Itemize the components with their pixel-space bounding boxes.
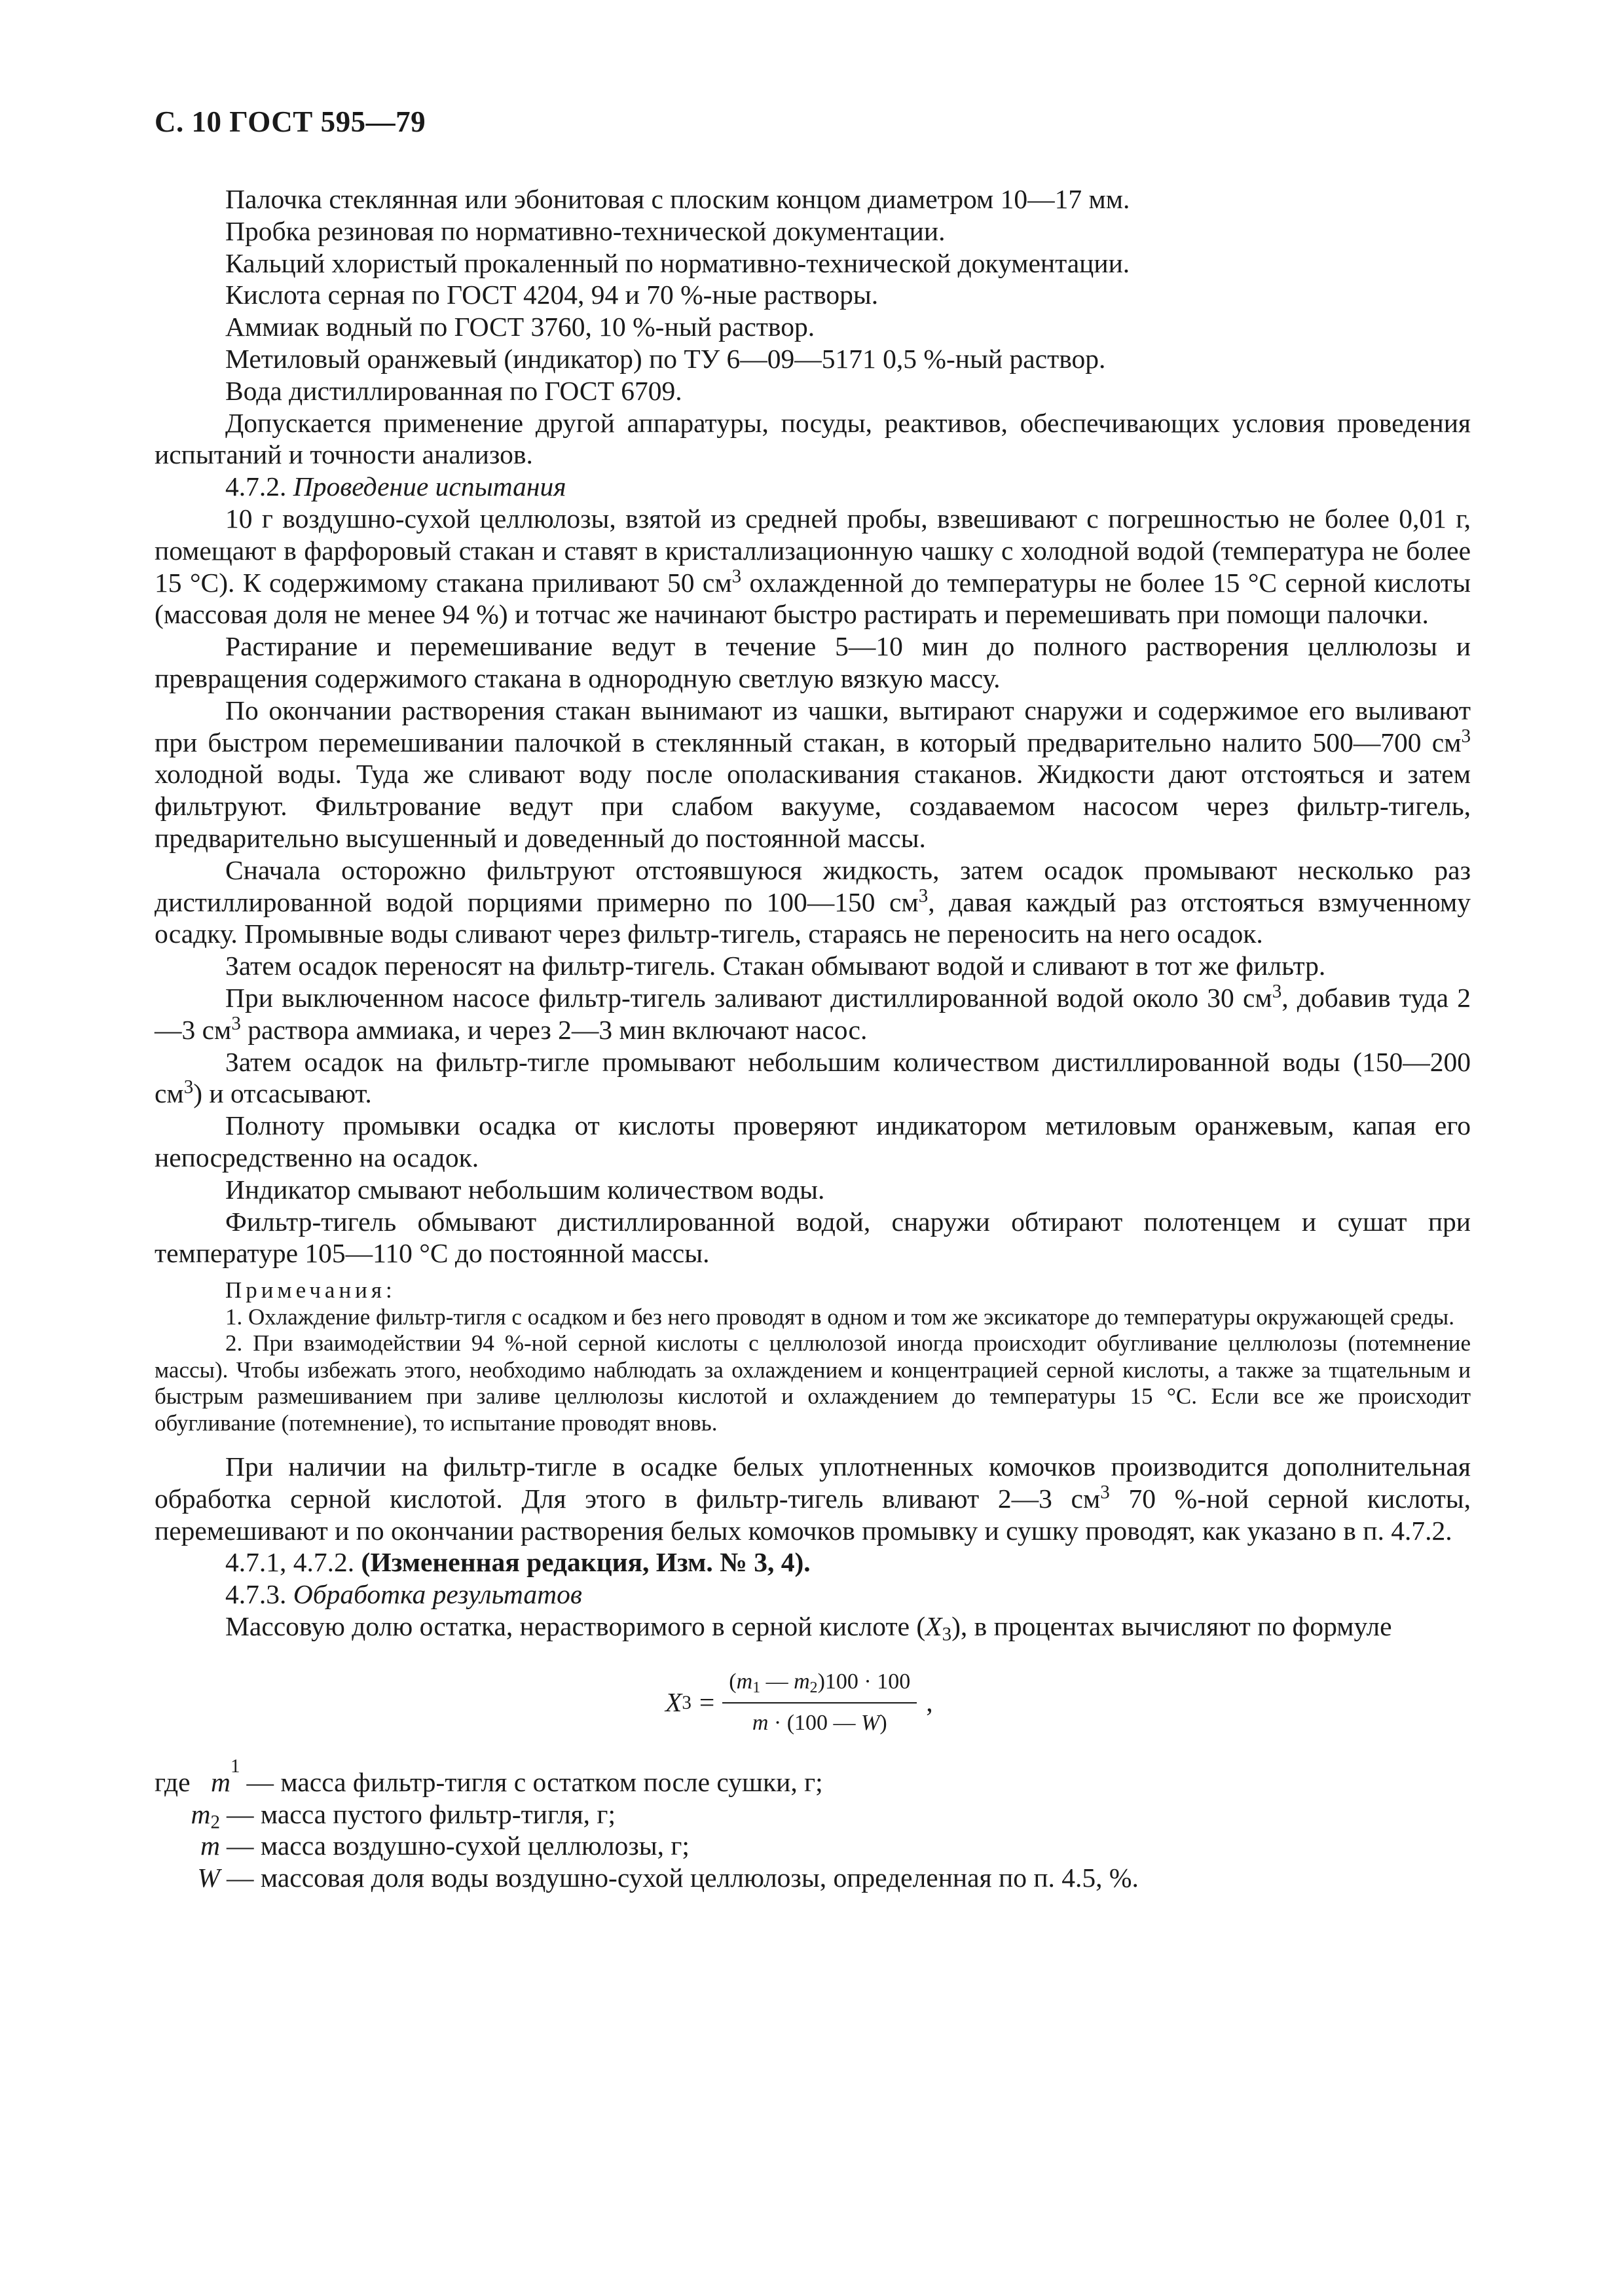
section-heading-4-7-2 xyxy=(155,471,1471,503)
where-label: где xyxy=(155,1766,191,1797)
notes-block xyxy=(155,1277,1471,1436)
paragraph-grinding: Растирание и перемешивание ведут в течение 5—10 мин до полного растворения целлюлозы и превращения содержимого стакана в однородную светлую вязкую массу. xyxy=(155,631,1471,693)
section-number: 4.7.3. xyxy=(225,1579,287,1610)
variable-definitions xyxy=(155,1755,1471,1894)
paragraph-ammonia: При выключенном насосе фильтр-тигель заливают дистиллированной водой около 30 $см^3$, добавив туда 2—3 $см^3$ раствора аммиака, и через 2—3 мин включают насос. xyxy=(155,981,1471,1045)
paragraph-formula-intro: Массовую долю остатка, нерастворимого в серной кислоте $(X_3)$, в процентах вычисляют по формуле xyxy=(225,1611,1392,1645)
paragraph-indicator-wash: Индикатор смывают небольшим количеством воды. xyxy=(225,1174,825,1205)
material-item: Аммиак водный по ГОСТ 3760, 10 %-ный раствор. xyxy=(225,312,815,342)
allowance-paragraph: Допускается применение другой аппаратуры, посуды, реактивов, обеспечивающих условия проведения испытаний и точности анализов. xyxy=(155,407,1471,470)
section-title: Обработка результатов xyxy=(293,1579,582,1610)
definition-row: m — масса воздушно-сухой целлюлозы, г; xyxy=(200,1831,690,1861)
section-title: Проведение испытания xyxy=(293,471,566,502)
material-item: Кальций хлористый прокаленный по нормативно-технической документации. xyxy=(225,247,1130,278)
material-item: Кислота серная по ГОСТ 4204, 94 и 70 %-ные растворы. xyxy=(225,280,879,310)
paragraph-filtering: Сначала осторожно фильтруют отстоявшуюся жидкость, затем осадок промывают несколько раз дистиллированной водой порциями примерно по 100—150 $см^3$, давая каждый раз отстояться взмученному осадку. Промывные воды сливают через фильтр-тигель, стараясь не переносить на него осадок. xyxy=(155,854,1471,949)
note-item: 1. Охлаждение фильтр-тигля с осадком и без него проводят в одном и том же эксикаторе до температуры окружающей среды. xyxy=(225,1303,1454,1330)
formula-fraction xyxy=(722,1666,917,1740)
formula-x3: X 3 = $\frac{(m_1 — m_2)100 \cdot 100}{m \cdot (100 — W)}$ , xyxy=(665,1666,933,1740)
paragraph-additional-treatment: При наличии на фильтр-тигле в осадке белых уплотненных комочков производится дополнительная обработка серной кислотой. Для этого в фильтр-тигель вливают 2—3 $см^3$ 70 %-ной серной кислоты, перемешивают и по окончании растворения белых комочков промывку и сушку проводят, как указано в п. 4.7.2. xyxy=(155,1451,1471,1546)
document-body xyxy=(155,183,1471,1894)
note-item: 2. При взаимодействии 94 %-ной серной кислоты с целлюлозой иногда происходит обугливание целлюлозы (потемнение массы). Чтобы избежать этого, необходимо наблюдать за охлаждением и концентрацией серной кислоты, а также за тщательным и быстрым размешиванием при заливе целлюлозы кислотой и охлаждением до температуры 15 °С. Если все же происходит обугливание (потемнение), то испытание проводят вновь. xyxy=(155,1330,1471,1436)
notes-title: Примечания: xyxy=(225,1277,396,1303)
material-item: Палочка стеклянная или эбонитовая с плоским концом диаметром 10—17 мм. xyxy=(225,184,1130,214)
materials-list xyxy=(155,183,1471,407)
formula-block xyxy=(155,1654,1471,1762)
paragraph-drying: Фильтр-тигель обмывают дистиллированной водой, снаружи обтирают полотенцем и сушат при температуре 105—110 °С до постоянной массы. xyxy=(155,1206,1471,1269)
paragraph-transfer: Затем осадок переносят на фильтр-тигель. Стакан обмывают водой и сливают в тот же фильтр. xyxy=(225,951,1326,981)
material-item: Метиловый оранжевый (индикатор) по ТУ 6—09—5171 0,5 %-ный раствор. xyxy=(225,343,1106,374)
definition-row: $m_2$ — масса пустого фильтр-тигля, г; xyxy=(191,1798,616,1832)
section-heading-4-7-3 xyxy=(155,1578,1471,1611)
material-item: Вода дистиллированная по ГОСТ 6709. xyxy=(225,375,682,406)
amendment-note: 4.7.1, 4.7.2. (Измененная редакция, Изм. № 3, 4). xyxy=(225,1547,811,1578)
paragraph-indicator-check: Полноту промывки осадка от кислоты проверяют индикатором метиловым оранжевым, капая его непосредственно на осадок. xyxy=(155,1110,1471,1173)
paragraph-sample-prep: 10 г воздушно-сухой целлюлозы, взятой из средней пробы, взвешивают с погрешностью не более 0,01 г, помещают в фарфоровый стакан и ставят в кристаллизационную чашку с холодной водой (температура не более 15 °С). К содержимому стакана приливают 50 $см^3$ охлажденной до температуры не более 15 °С серной кислоты (массовая доля не менее 94 %) и тотчас же начинают быстро растирать и перемешивать при помощи палочки. xyxy=(155,503,1471,630)
definition-row: W — массовая доля воды воздушно-сухой целлюлозы, определенная по п. 4.5, %. xyxy=(197,1863,1139,1893)
section-number: 4.7.2. xyxy=(225,471,287,502)
formula-denominator: m · (100 — W) xyxy=(752,1710,887,1735)
formula-numerator: ($m_1$ — $m_2)100 \cdot 100$ xyxy=(722,1666,917,1704)
paragraph-rinse: Затем осадок на фильтр-тигле промывают небольшим количеством дистиллированной воды (150—200 $см^3$) и отсасывают. xyxy=(155,1046,1471,1109)
page-header: С. 10 ГОСТ 595—79 xyxy=(155,105,426,138)
material-item: Пробка резиновая по нормативно-технической документации. xyxy=(225,215,946,246)
paragraph-dissolution: По окончании растворения стакан вынимают из чашки, вытирают снаружи и содержимое его выливают при быстром перемешивании палочкой в стеклянный стакан, в который предварительно налито 500—700 $см^3$ холодной воды. Туда же сливают воду после ополаскивания стаканов. Жидкости дают отстояться и затем фильтруют. Фильтрование ведут при слабом вакууме, создаваемом насосом через фильтр-тигель, предварительно высушенный и доведенный до постоянной массы. xyxy=(155,695,1471,853)
definition-row: где m 1 — масса фильтр-тигля с остатком после сушки, г; xyxy=(155,1755,823,1797)
